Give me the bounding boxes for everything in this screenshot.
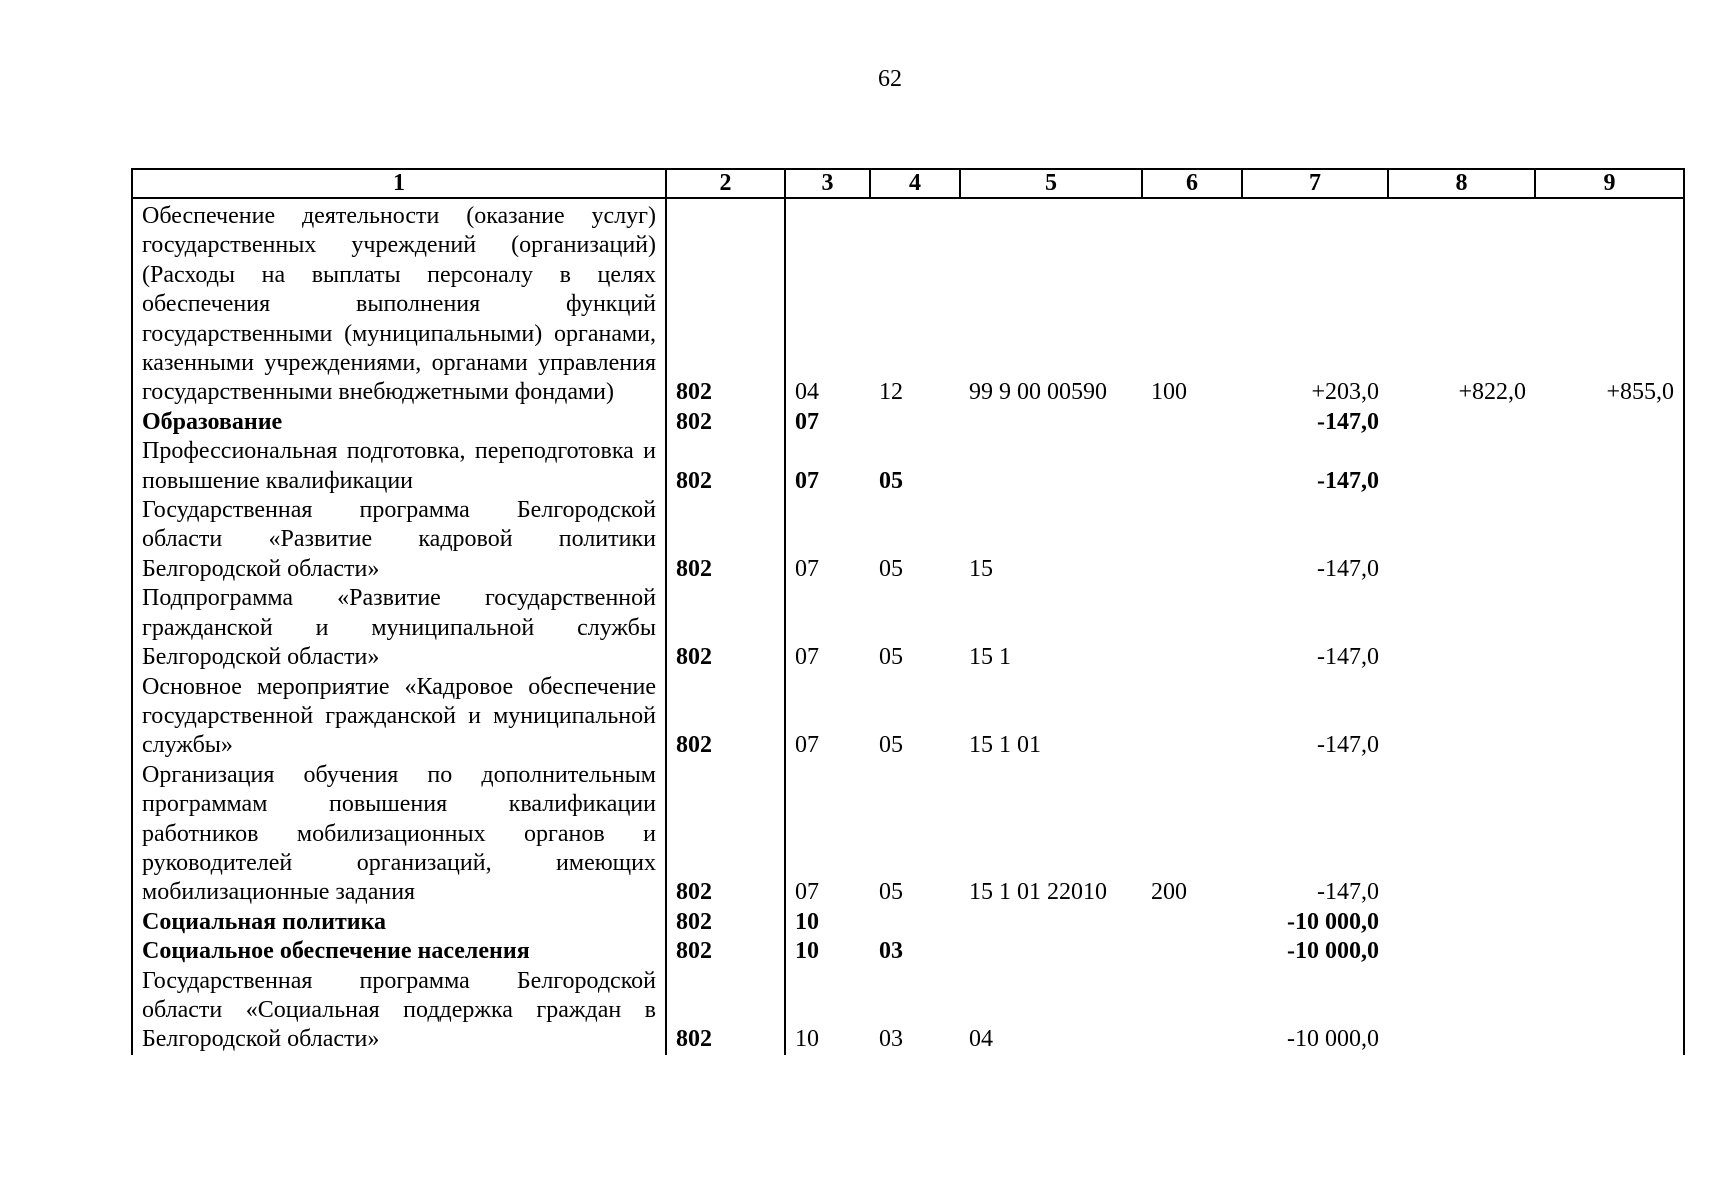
column-header-2: 2 (666, 169, 785, 198)
code-section-cell: 10 (795, 938, 819, 965)
code-expense-type-cell (1142, 437, 1242, 496)
item-name-cell: Подпрограмма «Развитие государственной гражданской и муниципальной службы Белгородской области» (132, 584, 666, 672)
table-row (132, 967, 1684, 1055)
code-subsection-cell: 05 (879, 732, 903, 759)
code-target-article-cell: 99 9 00 00590 (969, 379, 1107, 406)
budget-table (131, 168, 1685, 1055)
code-ministry-cell: 802 (666, 198, 785, 408)
table-row (132, 198, 1684, 408)
code-subsection-cell: 03 (879, 1026, 903, 1053)
amount-col7-cell: -147,0 (1317, 408, 1379, 435)
amount-col8-cell (1388, 673, 1535, 761)
code-subsection-cell: 12 (879, 379, 903, 406)
amount-col9-cell (1535, 937, 1684, 966)
amount-col9-cell (1535, 496, 1684, 584)
code-expense-type-cell: 200 (1151, 879, 1187, 906)
item-name-cell: Обеспечение деятельности (оказание услуг) государственных учреждений (организаций) (Расходы на выплаты персоналу в целях обеспечения выполнения функций государственными (муниципальными) органами, казенными учреждениями, органами управления государственными внебюджетными фондами) (132, 198, 666, 408)
code-expense-type-cell (1142, 673, 1242, 761)
item-name-cell: Организация обучения по дополнительным программам повышения квалификации работников мобилизационных органов и руководителей организаций, имеющих мобилизационные задания (132, 761, 666, 908)
amount-col8-cell (1388, 496, 1535, 584)
page-number: 62 (878, 66, 902, 92)
amount-col7-cell: -10 000,0 (1287, 908, 1379, 935)
amount-col7-cell: -147,0 (1317, 555, 1379, 582)
table-row (132, 761, 1684, 908)
amount-col7-cell: +203,0 (1311, 379, 1379, 406)
amount-col9-cell (1535, 908, 1684, 937)
table-row (132, 437, 1684, 496)
code-section-cell: 07 (795, 555, 819, 582)
code-section-cell: 10 (795, 1026, 819, 1053)
code-target-article-cell: 15 (969, 555, 993, 582)
column-header-1: 1 (132, 169, 666, 198)
code-section-cell: 07 (795, 732, 819, 759)
amount-col8-cell: +822,0 (1458, 379, 1526, 406)
code-section-cell: 10 (795, 908, 819, 935)
table-row (132, 673, 1684, 761)
item-name-cell: Образование (132, 408, 666, 437)
code-subsection-cell: 05 (879, 644, 903, 671)
header-row (132, 169, 1684, 198)
code-ministry-cell: 802 (666, 673, 785, 761)
code-target-article-cell (960, 437, 1142, 496)
column-header-9: 9 (1535, 169, 1684, 198)
column-header-3: 3 (785, 169, 870, 198)
amount-col9-cell (1535, 408, 1684, 437)
item-name-cell: Социальное обеспечение населения (132, 937, 666, 966)
amount-col9-cell: +855,0 (1535, 198, 1684, 408)
code-expense-type-cell: 100 (1151, 379, 1187, 406)
item-name-cell: Профессиональная подготовка, переподготовка и повышение квалификации (132, 437, 666, 496)
code-section-cell: 07 (795, 408, 819, 435)
code-target-article-cell: 15 1 01 22010 (969, 879, 1107, 906)
item-name-cell: Основное мероприятие «Кадровое обеспечение государственной гражданской и муниципальной службы» (132, 673, 666, 761)
code-ministry-cell: 802 (666, 408, 785, 437)
amount-col9-cell (1535, 437, 1684, 496)
column-header-7: 7 (1242, 169, 1388, 198)
amount-col7-cell: -147,0 (1317, 467, 1379, 494)
code-expense-type-cell (1142, 908, 1242, 937)
code-subsection-cell: 05 (879, 467, 903, 494)
code-expense-type-cell (1142, 408, 1242, 437)
code-expense-type-cell (1142, 496, 1242, 584)
amount-col7-cell: -147,0 (1317, 644, 1379, 671)
item-name-cell: Государственная программа Белгородской области «Развитие кадровой политики Белгородской области» (132, 496, 666, 584)
code-expense-type-cell (1142, 584, 1242, 672)
amount-col9-cell (1535, 967, 1684, 1055)
code-expense-type-cell (1142, 967, 1242, 1055)
amount-col8-cell (1388, 437, 1535, 496)
table-row (132, 584, 1684, 672)
item-name-cell: Социальная политика (132, 908, 666, 937)
table-row (132, 908, 1684, 937)
column-header-6: 6 (1142, 169, 1242, 198)
code-target-article-cell: 15 1 (969, 644, 1011, 671)
amount-col7-cell: -10 000,0 (1287, 938, 1379, 965)
code-ministry-cell: 802 (666, 967, 785, 1055)
amount-col7-cell: -147,0 (1317, 732, 1379, 759)
code-subsection-cell: 05 (879, 879, 903, 906)
table-row (132, 408, 1684, 437)
column-header-5: 5 (960, 169, 1142, 198)
code-section-cell: 04 (795, 379, 819, 406)
code-ministry-cell: 802 (666, 496, 785, 584)
code-subsection-cell (870, 408, 960, 437)
code-ministry-cell: 802 (666, 937, 785, 966)
code-target-article-cell (960, 908, 1142, 937)
code-subsection-cell: 03 (879, 938, 903, 965)
amount-col8-cell (1388, 967, 1535, 1055)
amount-col8-cell (1388, 584, 1535, 672)
code-target-article-cell: 04 (969, 1026, 993, 1053)
amount-col8-cell (1388, 908, 1535, 937)
amount-col8-cell (1388, 761, 1535, 908)
code-ministry-cell: 802 (666, 761, 785, 908)
amount-col7-cell: -147,0 (1317, 879, 1379, 906)
code-section-cell: 07 (795, 644, 819, 671)
table-row (132, 937, 1684, 966)
code-target-article-cell (960, 937, 1142, 966)
code-subsection-cell: 05 (879, 555, 903, 582)
amount-col8-cell (1388, 937, 1535, 966)
code-subsection-cell (870, 908, 960, 937)
code-target-article-cell: 15 1 01 (969, 732, 1041, 759)
amount-col9-cell (1535, 673, 1684, 761)
code-ministry-cell: 802 (666, 437, 785, 496)
table-row (132, 496, 1684, 584)
amount-col9-cell (1535, 761, 1684, 908)
code-ministry-cell: 802 (666, 584, 785, 672)
code-expense-type-cell (1142, 937, 1242, 966)
amount-col8-cell (1388, 408, 1535, 437)
code-target-article-cell (960, 408, 1142, 437)
code-section-cell: 07 (795, 879, 819, 906)
amount-col7-cell: -10 000,0 (1287, 1026, 1379, 1053)
table-header (132, 169, 1684, 198)
column-header-4: 4 (870, 169, 960, 198)
code-ministry-cell: 802 (666, 908, 785, 937)
amount-col9-cell (1535, 584, 1684, 672)
item-name-cell: Государственная программа Белгородской области «Социальная поддержка граждан в Белгородской области» (132, 967, 666, 1055)
column-header-8: 8 (1388, 169, 1535, 198)
table-body (132, 198, 1684, 1055)
code-section-cell: 07 (795, 467, 819, 494)
